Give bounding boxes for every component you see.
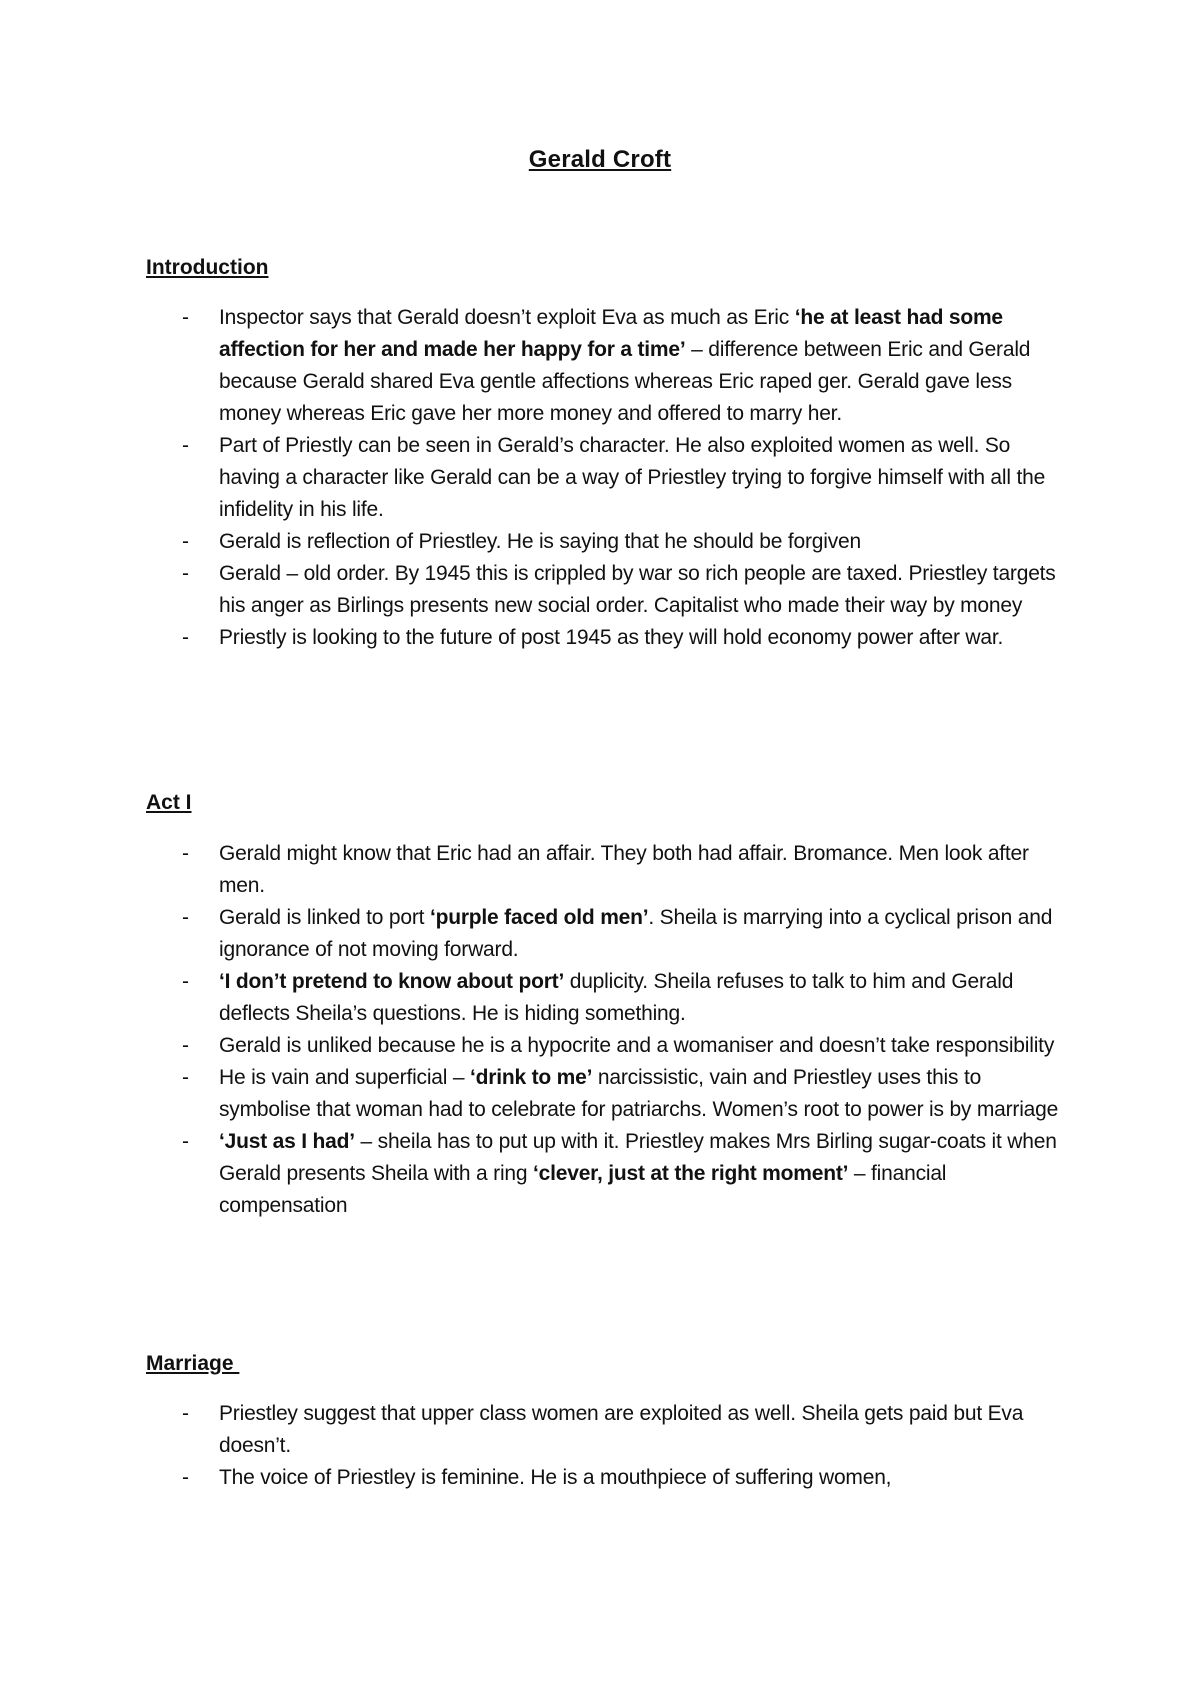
- bullet-dash: -: [182, 530, 189, 553]
- text-run: Gerald – old order. By 1945 this is crippled by war so rich people are taxed. Priestley targets his anger as Birlings presents new social order. Capitalist who made their way by money: [219, 562, 1056, 617]
- bullet-dash: -: [182, 1034, 189, 1057]
- text-run: Gerald is linked to port: [219, 906, 430, 929]
- quote-text: ‘purple faced old men’: [429, 906, 649, 929]
- list-item: [0, 558, 1059, 622]
- introduction-bullet-list: [0, 302, 1059, 654]
- bullet-dash: -: [182, 970, 189, 993]
- list-item: [0, 302, 1059, 430]
- text-run: The voice of Priestley is feminine. He is a mouthpiece of suffering women,: [219, 1466, 892, 1489]
- act-i-bullet-list: [0, 838, 1059, 1222]
- bullet-dash: -: [182, 562, 189, 585]
- text-run: Priestley suggest that upper class women are exploited as well. Sheila gets paid but Eva doesn’t.: [219, 1402, 1024, 1457]
- list-item: [0, 526, 1059, 558]
- list-item: [0, 966, 1059, 1030]
- text-run: – financial compensation: [219, 1162, 947, 1217]
- list-item: [0, 902, 1059, 966]
- text-run: Gerald is unliked because he is a hypocrite and a womaniser and doesn’t take responsibility: [219, 1034, 1055, 1057]
- bullet-dash: -: [182, 1402, 189, 1425]
- text-run: – sheila has to put up with it. Priestley makes Mrs Birling sugar-coats it when Gerald presents Sheila with a ring: [219, 1130, 1057, 1185]
- bullet-dash: -: [182, 842, 189, 865]
- text-run: – difference between Eric and Gerald because Gerald shared Eva gentle affections whereas Eric raped ger. Gerald gave less money whereas Eric gave her more money and offered to marry her.: [219, 338, 1031, 425]
- text-run: He is vain and superficial –: [219, 1066, 470, 1089]
- quote-text: ‘clever, just at the right moment’: [533, 1162, 849, 1185]
- list-item: [0, 430, 1059, 526]
- bullet-dash: -: [182, 434, 189, 457]
- marriage-bullet-list: [0, 1398, 1059, 1494]
- text-run: Gerald might know that Eric had an affair. They both had affair. Bromance. Men look after men.: [219, 842, 1029, 897]
- section-heading-act-i: Act I: [146, 791, 192, 814]
- text-run: duplicity. Sheila refuses to talk to him and Gerald deflects Sheila’s questions. He is hiding something.: [219, 970, 1014, 1025]
- bullet-dash: -: [182, 1130, 189, 1153]
- text-run: Priestly is looking to the future of post 1945 as they will hold economy power after war.: [219, 626, 1004, 649]
- list-item: [0, 1030, 1059, 1062]
- page-title: Gerald Croft: [528, 146, 672, 173]
- text-run: Part of Priestly can be seen in Gerald’s character. He also exploited women as well. So having a character like Gerald can be a way of Priestley trying to forgive himself with all the infidelity in his life.: [219, 434, 1046, 521]
- list-item: [0, 1398, 1059, 1462]
- list-item: [0, 622, 1059, 654]
- text-run: . Sheila is marrying into a cyclical prison and ignorance of not moving forward.: [219, 906, 1053, 961]
- bullet-dash: -: [182, 1066, 189, 1089]
- text-run: Gerald is reflection of Priestley. He is saying that he should be forgiven: [219, 530, 861, 553]
- section-heading-marriage: Marriage: [146, 1352, 240, 1375]
- quote-text: ‘Just as I had’: [219, 1130, 355, 1153]
- section-heading-introduction: Introduction: [146, 256, 269, 279]
- quote-text: ‘drink to me’: [470, 1066, 593, 1089]
- list-item: [0, 1126, 1059, 1222]
- bullet-dash: -: [182, 906, 189, 929]
- list-item: [0, 838, 1059, 902]
- bullet-dash: -: [182, 1466, 189, 1489]
- quote-text: ‘I don’t pretend to know about port’: [219, 970, 565, 993]
- list-item: [0, 1062, 1059, 1126]
- bullet-dash: -: [182, 306, 189, 329]
- text-run: Inspector says that Gerald doesn’t exploit Eva as much as Eric: [219, 306, 795, 329]
- text-run: narcissistic, vain and Priestley uses this to symbolise that woman had to celebrate for patriarchs. Women’s root to power is by marriage: [219, 1066, 1059, 1121]
- bullet-dash: -: [182, 626, 189, 649]
- quote-text: ‘he at least had some affection for her and made her happy for a time’: [219, 306, 1003, 361]
- list-item: [0, 1462, 1059, 1494]
